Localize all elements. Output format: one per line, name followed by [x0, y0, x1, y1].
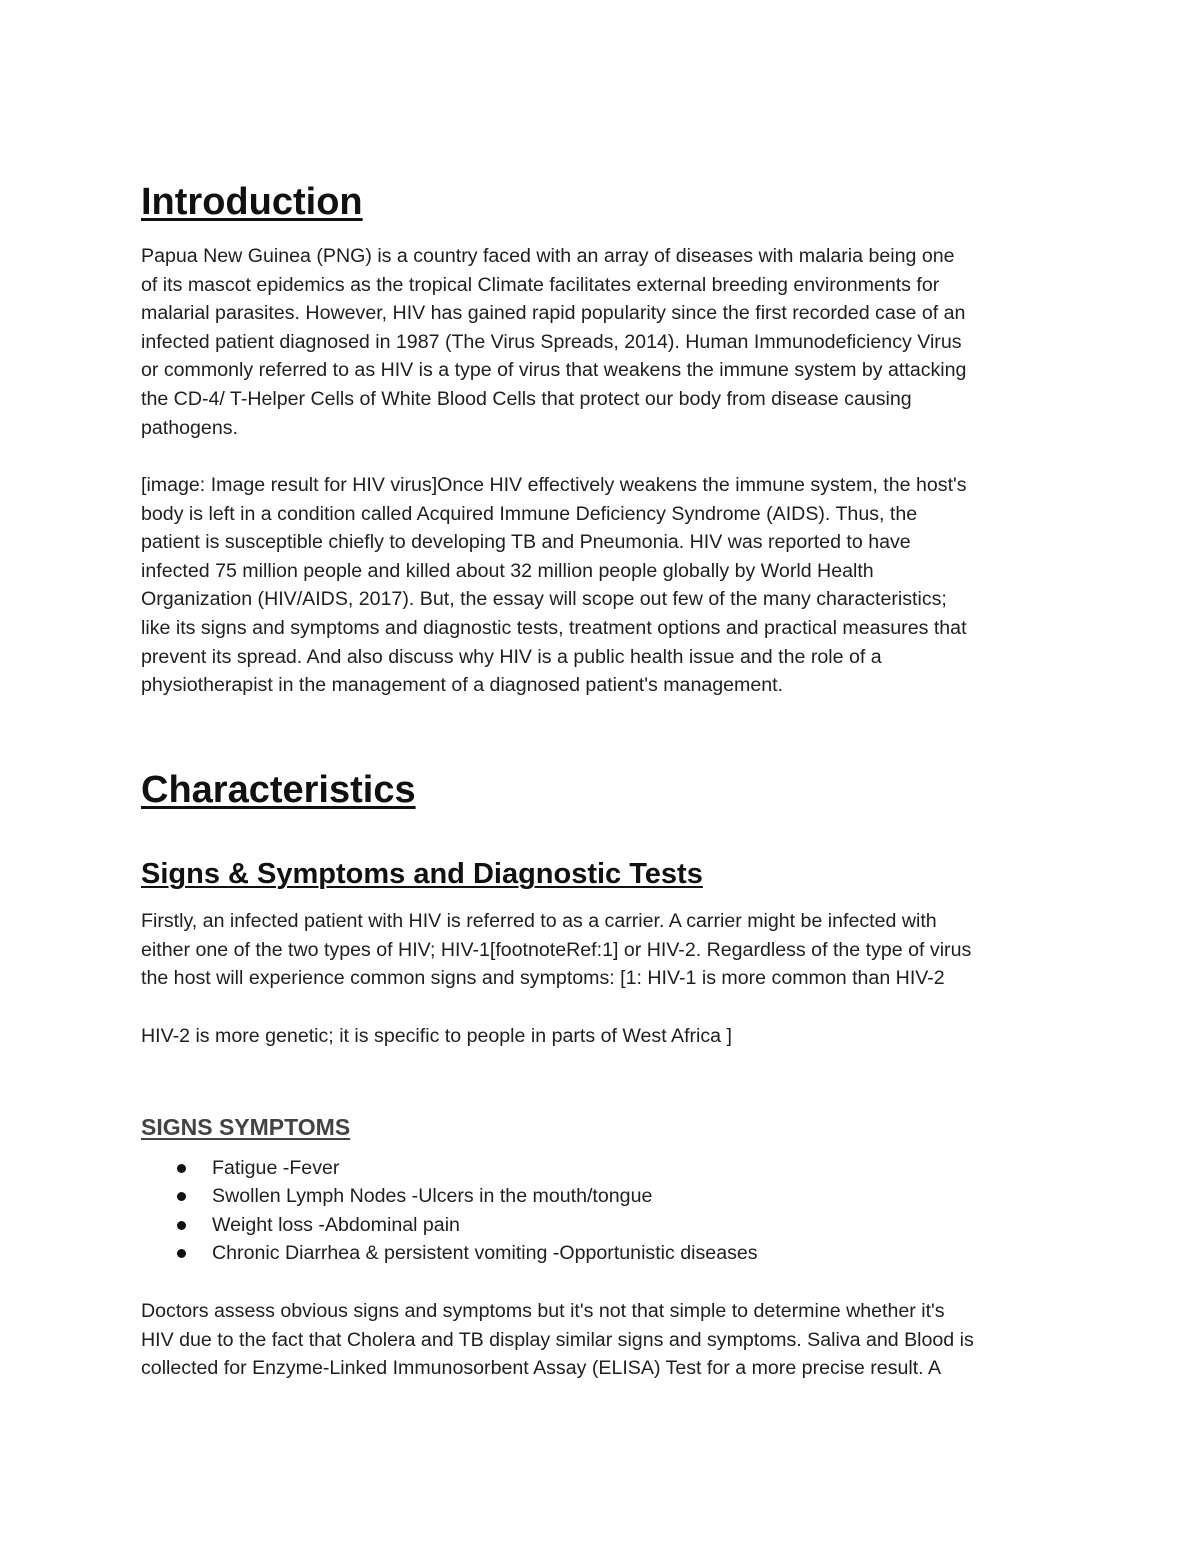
- list-item-text: Fatigue -Fever: [212, 1157, 340, 1179]
- closing-line: Doctors assess obvious signs and symptoms but it's not that simple to determine whether it's: [141, 1300, 945, 1322]
- signs-symptoms-heading-block: [141, 1112, 1071, 1142]
- footnote-paragraph: [141, 1022, 1071, 1051]
- characteristics-heading-block: [141, 768, 1071, 812]
- intro-line: physiotherapist in the management of a diagnosed patient's management.: [141, 674, 784, 697]
- intro-line: the CD-4/ T-Helper Cells of White Blood Cells that protect our body from disease causing: [141, 387, 912, 410]
- bullet-icon: [177, 1249, 186, 1258]
- intro-line: Papua New Guinea (PNG) is a country faced with an array of diseases with malaria being one: [141, 245, 955, 267]
- intro-heading-block: [141, 180, 1071, 224]
- intro-line: Organization (HIV/AIDS, 2017). But, the essay will scope out few of the many characteristics;: [141, 588, 947, 611]
- intro-line: pathogens.: [141, 416, 238, 439]
- signs-diagnostic-subheading: Signs & Symptoms and Diagnostic Tests: [141, 858, 703, 890]
- closing-line: collected for Enzyme-Linked Immunosorbent Assay (ELISA) Test for a more precise result. A: [141, 1357, 942, 1380]
- signs-diagnostic-subheading-block: [141, 856, 1071, 892]
- intro-line: infected 75 million people and killed about 32 million people globally by World Health: [141, 559, 874, 582]
- intro-paragraph-1: [141, 242, 1071, 442]
- list-item-text: Swollen Lymph Nodes -Ulcers in the mouth/tongue: [212, 1185, 653, 1208]
- characteristics-heading: Characteristics: [141, 769, 416, 811]
- intro-line: malarial parasites. However, HIV has gained rapid popularity since the first recorded case of an: [141, 302, 966, 325]
- intro-line: like its signs and symptoms and diagnostic tests, treatment options and practical measures that: [141, 616, 967, 639]
- symptoms-list: [141, 1154, 1071, 1268]
- signs-symptoms-heading: SIGNS SYMPTOMS: [141, 1114, 351, 1140]
- characteristics-line: Firstly, an infected patient with HIV is referred to as a carrier. A carrier might be infected with: [141, 910, 937, 932]
- intro-line: infected patient diagnosed in 1987 (The Virus Spreads, 2014). Human Immunodeficiency Virus: [141, 330, 962, 353]
- list-item-text: Chronic Diarrhea & persistent vomiting -Opportunistic diseases: [212, 1242, 758, 1265]
- intro-line: of its mascot epidemics as the tropical Climate facilitates external breeding environments for: [141, 273, 940, 296]
- list-item: [141, 1239, 1071, 1267]
- intro-line: or commonly referred to as HIV is a type of virus that weakens the immune system by attacking: [141, 359, 967, 382]
- list-item-text: Weight loss -Abdominal pain: [212, 1213, 460, 1236]
- intro-line: prevent its spread. And also discuss why HIV is a public health issue and the role of a: [141, 645, 882, 668]
- intro-heading: Introduction: [141, 181, 363, 223]
- intro-line: body is left in a condition called Acquired Immune Deficiency Syndrome (AIDS). Thus, the: [141, 502, 918, 525]
- characteristics-line: either one of the two types of HIV; HIV-1[footnoteRef:1] or HIV-2. Regardless of the type of virus: [141, 938, 972, 961]
- bullet-icon: [177, 1221, 186, 1230]
- list-item: [141, 1154, 1071, 1182]
- bullet-icon: [177, 1192, 186, 1201]
- characteristics-paragraph: [141, 907, 1071, 993]
- intro-paragraph-2: [141, 471, 1071, 700]
- footnote-line: HIV-2 is more genetic; it is specific to people in parts of West Africa ]: [141, 1025, 732, 1047]
- intro-line: [image: Image result for HIV virus]Once HIV effectively weakens the immune system, the host's: [141, 474, 967, 496]
- closing-line: HIV due to the fact that Cholera and TB display similar signs and symptoms. Saliva and Blood is: [141, 1328, 974, 1351]
- bullet-icon: [177, 1164, 186, 1173]
- closing-paragraph: [141, 1297, 1071, 1383]
- characteristics-line: the host will experience common signs and symptoms: [1: HIV-1 is more common than HIV-2: [141, 967, 945, 990]
- list-item: [141, 1182, 1071, 1210]
- intro-line: patient is susceptible chiefly to developing TB and Pneumonia. HIV was reported to have: [141, 531, 911, 554]
- list-item: [141, 1211, 1071, 1239]
